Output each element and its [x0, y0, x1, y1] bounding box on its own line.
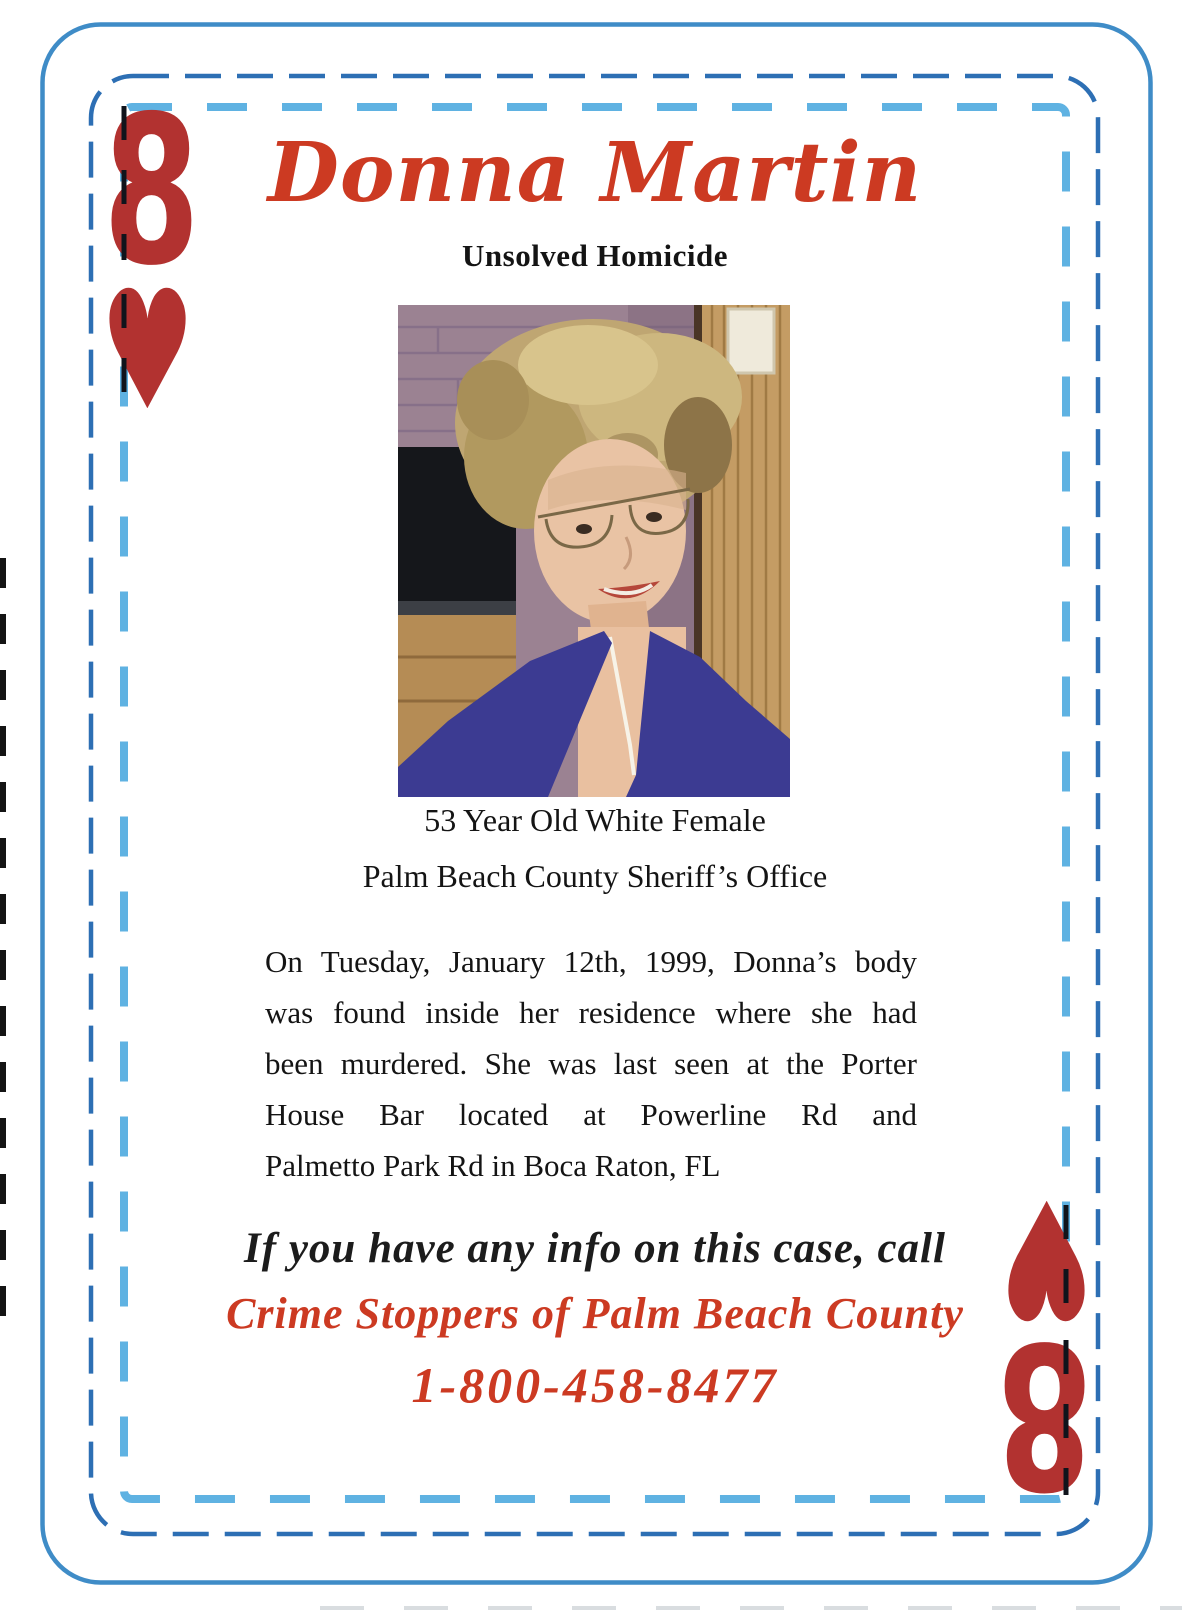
victim-photo [398, 305, 790, 797]
case-description-line: Palmetto Park Rd in Boca Raton, FL [265, 1148, 721, 1183]
rank-top-left: 8 [103, 73, 200, 311]
heart-icon-top-left: ♥ [100, 255, 195, 447]
agency-name: Palm Beach County Sheriff’s Office [362, 858, 828, 894]
case-description-line: was found inside her residence where she had [265, 995, 917, 1030]
case-description [265, 936, 917, 1191]
case-type-subtitle: Unsolved Homicide [462, 238, 728, 273]
case-description-line: House Bar located at Powerline Rd and [265, 1097, 917, 1132]
crime-stoppers-name: Crime Stoppers of Palm Beach County [226, 1289, 964, 1338]
page-title: Donna Martin [267, 125, 923, 221]
cta-text: If you have any info on this case, call [244, 1225, 946, 1272]
heart-icon-bottom-right: ♥ [999, 1162, 1094, 1354]
rank-bottom-right: 8 [996, 1297, 1093, 1530]
photo-tv-base [398, 601, 516, 615]
victim-descriptor: 53 Year Old White Female [424, 802, 766, 838]
tip-phone-number: 1-800-458-8477 [411, 1357, 779, 1413]
case-description-line: On Tuesday, January 12th, 1999, Donna’s body [265, 944, 917, 979]
photo-wall-panel [728, 309, 774, 373]
case-description-line: been murdered. She was last seen at the Porter [265, 1046, 917, 1081]
